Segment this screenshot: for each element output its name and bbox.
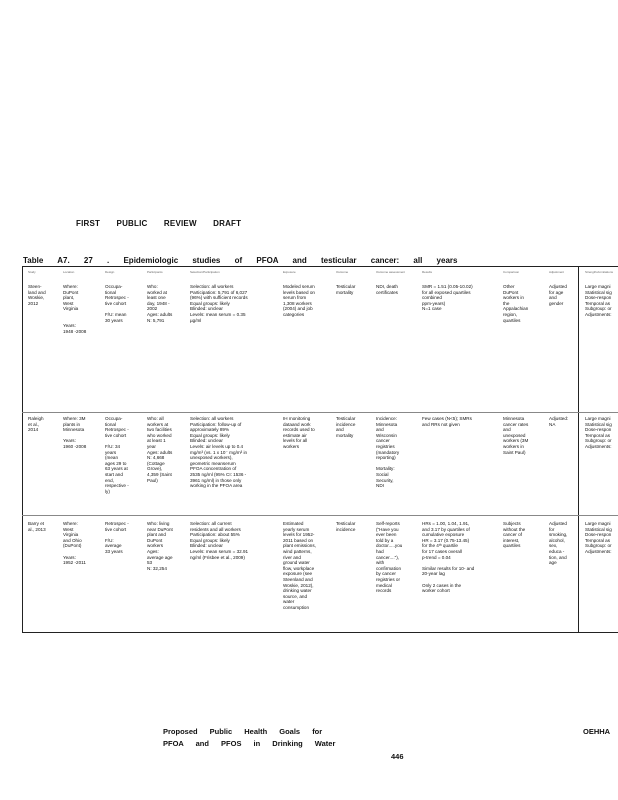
cell-adjustment: Adjusted: NA	[549, 416, 569, 427]
table-left-rule	[22, 266, 23, 633]
column-header: Exposure	[283, 270, 296, 274]
cell-exposure: Estimated yearly serum levels for 1952- 2011 based on plant emissions, wind patterns, river and ground water flow, workplace exposure (see Steenland and Woskie, 2012), drinking water source, and water consumption	[283, 521, 316, 610]
column-header: Comparison	[503, 270, 520, 274]
cell-selection: Selection: all workers Participation: 5,791 of 6,027 (96%) with sufficient records Equal groups: likely Blinded: unclear Levels: mean serum = 0.35 µg/ml	[190, 284, 248, 323]
table-top-rule	[22, 266, 618, 267]
cell-adjustment: Adjusted for age and gender	[549, 284, 567, 306]
cell-study: Steen- land and Woskie, 2012	[28, 284, 46, 306]
cell-exposure: Modeled serum levels based on serum from 1,308 workers (2004) and job categories	[283, 284, 315, 317]
cell-results: HRs = 1.00, 1.04, 1.91, and 3.17 by quartiles of cumulative exposure HR = 3.17 (0.75-13.45) for the 4ᵗʰ quartile for 17 cases overall p-trend = 0.04 Similar results for 10- and 20-year lag Only 2 cases in the worker cohort	[422, 521, 475, 594]
cell-outcome: Testicular incidence	[336, 521, 356, 532]
cell-location: Where: West Virginia and Ohio (DuPont) Years: 1952 -2011	[63, 521, 86, 566]
footer-title-line2: PFOA and PFOS in Drinking Water	[163, 739, 336, 748]
column-header: Adjustment	[549, 270, 565, 274]
draft-label: FIRST PUBLIC REVIEW DRAFT	[76, 219, 242, 228]
column-header: Design	[105, 270, 115, 274]
cell-outcome: Testicular mortality	[336, 284, 356, 295]
cell-comparison: Subjects without the cancer of interest, quartiles	[503, 521, 526, 549]
column-header: Study	[28, 270, 36, 274]
cell-study: Barry et al., 2013	[28, 521, 46, 532]
column-divider	[578, 266, 579, 633]
column-header: Results	[422, 270, 433, 274]
column-header: Selection/Participation	[190, 270, 220, 274]
column-header: Strengths/Limitations	[585, 270, 614, 274]
cell-results: SMR = 1.51 (0.05-10.02) for all exposed quartiles combined ppm-years) N=1 case	[422, 284, 473, 312]
cell-comparison: Other DuPont workers in the Appalachian region, quartiles	[503, 284, 529, 323]
cell-design: Occupa- tional Retrospec - tive cohort F/U: mean 30 years	[105, 284, 129, 323]
cell-design: Retrospec - tive cohort F/U: average 33 years	[105, 521, 129, 554]
cell-selection: Selection: all current residents and all workers Participation: about 55% Equal groups: likely Blinded: unclear Levels: mean serum = 32.91 ng/ml (Frisbee et al., 2009)	[190, 521, 249, 560]
cell-location: Where: 3M plants in Minnesota Years: 1960 -2008	[63, 416, 87, 449]
cell-study: Raleigh et al., 2014	[28, 416, 44, 433]
page-number: 446	[391, 752, 404, 761]
column-header: Outcome	[336, 270, 349, 274]
cell-exposure: IH monitoring dataand work records used to estimate air levels for all workers	[283, 416, 315, 449]
table-bottom-rule	[22, 632, 618, 633]
table-title: Table A7. 27 . Epidemiologic studies of PFOA and testicular cancer: all years	[23, 256, 458, 265]
cell-strengths: Large magni Statistical sig Dose-respon Temporal as Subgroup: or Adjustments:	[585, 521, 612, 554]
cell-comparison: Minnesota cancer rates and unexposed workers (3M workers in Saint Paul)	[503, 416, 529, 455]
footer-organization: OEHHA	[583, 727, 611, 736]
cell-selection: Selection: all workers Participation: follow-up of approximately 89% Equal groups: likely Blinded: unclear Levels: air levels up to 0.4 mg/m³ (vs. 1 x 10⁻ mg/m³ in unexposed workers), geometric meanserum PFOA concentration of 2535 ng/ml (95% CI: 1536 - 3961 ng/ml) in those only working in the PFOA area	[190, 416, 248, 489]
cell-participants: Who: living near DuPont plant and DuPont workers Ages: average age 53 N: 32,254	[147, 521, 173, 571]
cell-participants: Who: worked at least one day, 1948 - 2002 Ages: adults N: 5,791	[147, 284, 173, 323]
cell-design: Occupa- tional Retrospec - tive cohort F/U: 34 years (mean ages 29 to 63 years at start and end, respective - ly)	[105, 416, 129, 494]
column-header: Participants	[147, 270, 163, 274]
cell-participants: Who: all workers at two facilities who worked at least 1 year Ages: adults N: 4,668 (Cottage Grove), 4,359 (Saint Paul)	[147, 416, 173, 483]
column-header: Outcome assessment	[376, 270, 406, 274]
cell-outcome: Testicular incidence and mortality	[336, 416, 356, 438]
cell-assessment: NDI, death certificates	[376, 284, 398, 295]
cell-location: Where: DuPont plant, West Virginia Years: 1948 -2008	[63, 284, 87, 334]
cell-results: Few cases (N<5); SMRs and RRs not given	[422, 416, 472, 427]
cell-assessment: Self-reports ("Have you ever been told by a doctor.....you had cancer...."), with confirmation by cancer registries or medical records	[376, 521, 403, 594]
cell-adjustment: Adjusted for smoking, alcohol, sex, educa - tion, and age	[549, 521, 568, 566]
cell-strengths: Large magni Statistical sig Dose-respon Temporal as Subgroup: or Adjustments:	[585, 284, 612, 317]
footer-title-line1: Proposed Public Health Goals for	[163, 727, 323, 736]
cell-assessment: Incidence: Minnesota and Wisconsin cancer registries (mandatory reporting) Mortality: Social Security, NDI	[376, 416, 400, 489]
row-divider	[22, 412, 618, 413]
cell-strengths: Large magni Statistical sig Dose-respon Temporal as Subgroup: or Adjustments:	[585, 416, 612, 449]
row-divider	[22, 515, 618, 516]
column-header: Location	[63, 270, 75, 274]
